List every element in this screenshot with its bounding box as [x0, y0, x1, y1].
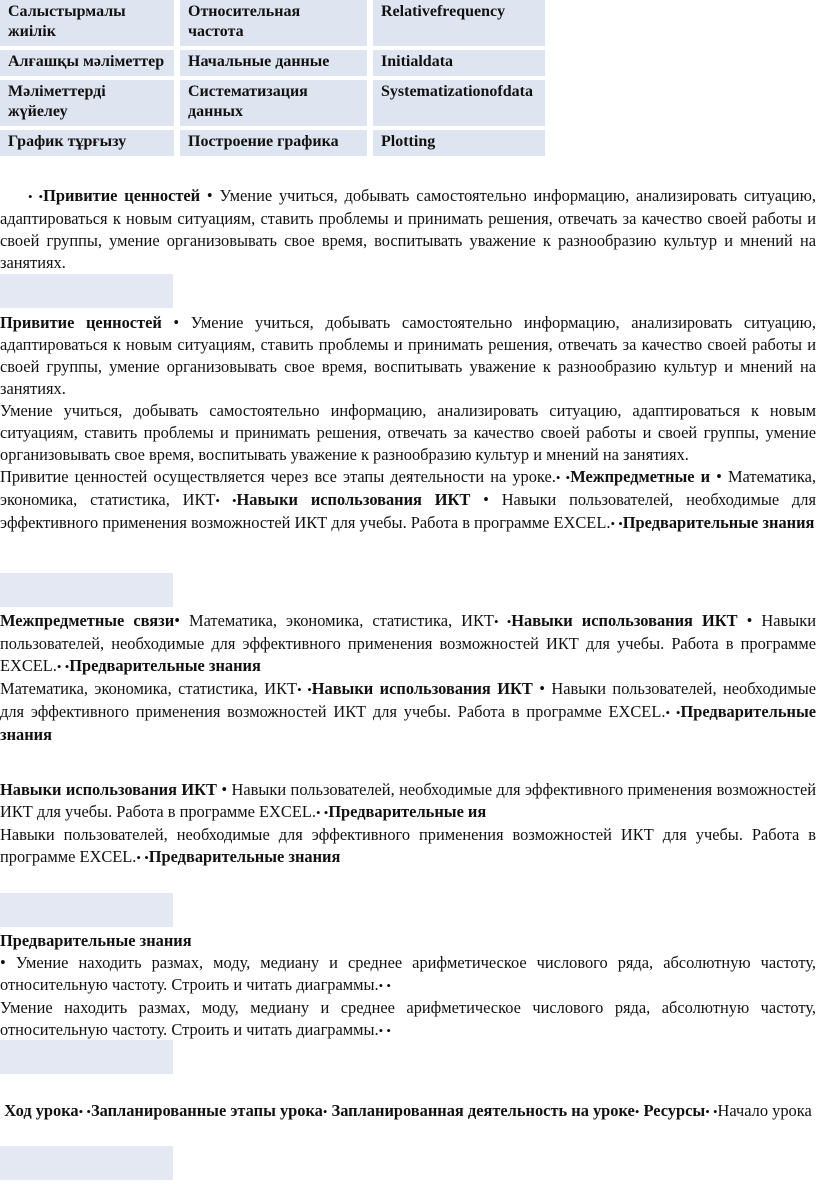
table-cell: Relativefrequency: [370, 0, 548, 48]
table-cell: Мәліметтерді жүйелеу: [0, 78, 177, 128]
table-cell: Построение графика: [177, 128, 370, 158]
interdisciplinary-heading: Межпредметные связи: [0, 611, 175, 630]
table-cell: Салыстырмалы жиілік: [0, 0, 177, 48]
values-paragraph: • •Привитие ценностей • Умение учиться, добывать самостоятельно информацию, анализировать ситуацию, адаптироваться к новым ситуациям, ставить проблемы и принимать решения, отвечать за качество своей работы и своей группы, умение организовывать свое время, воспитывать уважение к разнообразию культур и мнений на занятиях.: [0, 186, 816, 272]
table-cell: Initialdata: [370, 48, 548, 78]
values-heading: Привитие ценностей: [0, 313, 162, 332]
table-cell: Алғашқы мәліметтер: [0, 48, 177, 78]
prior-knowledge-section: Предварительные знания • Умение находить размах, моду, медиану и среднее арифметическое числового ряда, абсолютную частоту, относительную частоту. Строить и читать диаграммы.• • Умение находить размах, моду, медиану и среднее арифметическое числового ряда, абсолютную частоту, относительную частоту. Строить и читать диаграммы.• •: [0, 931, 816, 1039]
shaded-band: [0, 893, 173, 927]
table-cell: Относительная частота: [177, 0, 370, 48]
table-cell: График тұрғызу: [0, 128, 177, 158]
glossary-table: [0, 0, 551, 160]
table-row: [0, 128, 548, 158]
table-cell: Систематизация данных: [177, 78, 370, 128]
shaded-band: [0, 1146, 173, 1180]
values-section: Привитие ценностей • Умение учиться, добывать самостоятельно информацию, анализировать ситуацию, адаптироваться к новым ситуациям, ставить проблемы и принимать решения, отвечать за качество своей работы и своей группы, умение организовывать свое время, воспитывать уважение к разнообразию культур и мнений на занятиях. Умение учиться, добывать самостоятельно информацию, анализировать ситуацию, адаптироваться к новым ситуациям, ставить проблемы и принимать решения, отвечать за качество своей работы и своей группы, умение организовывать свое время, воспитывать уважение к разнообразию культур и мнений на занятиях. Привитие ценностей осуществляется через все этапы деятельности на уроке.• •Межпредметные и • Математика, экономика, статистика, ИКТ• •Навыки использования ИКТ • Навыки пользователей, необходимые для эффективного применения возможностей ИКТ для учебы. Работа в программе EXCEL.• •Предварительные знания: [0, 313, 816, 532]
lesson-progress-heading: Ход урока• •Запланированные этапы урока• Запланированная деятельность на уроке• Ресурсы• •Начало урока: [4, 1101, 812, 1120]
table-cell: Plotting: [370, 128, 548, 158]
table-row: [0, 48, 548, 78]
shaded-band: [0, 274, 173, 308]
shaded-band: [0, 1040, 173, 1074]
table-cell: Начальные данные: [177, 48, 370, 78]
prior-knowledge-heading: Предварительные знания: [0, 931, 192, 950]
ict-skills-section: Навыки использования ИКТ • Навыки пользователей, необходимые для эффективного применения возможностей ИКТ для учебы. Работа в программе EXCEL.• •Предварительные ия Навыки пользователей, необходимые для эффективного применения возможностей ИКТ для учебы. Работа в программе EXCEL.• •Предварительные знания: [0, 780, 816, 866]
shaded-band: [0, 573, 173, 607]
table-row: [0, 78, 548, 128]
table-cell: Systematizationofdata: [370, 78, 548, 128]
interdisciplinary-section: Межпредметные связи• Математика, экономика, статистика, ИКТ• •Навыки использования ИКТ • Навыки пользователей, необходимые для эффективного применения возможностей ИКТ для учебы. Работа в программе EXCEL.• •Предварительные знания Математика, экономика, статистика, ИКТ• •Навыки использования ИКТ • Навыки пользователей, необходимые для эффективного применения возможностей ИКТ для учебы. Работа в программе EXCEL.• •Предварительные знания: [0, 611, 816, 744]
values-heading: Привитие ценностей: [43, 186, 201, 205]
table-row: [0, 0, 548, 48]
ict-skills-heading: Навыки использования ИКТ: [0, 780, 217, 799]
